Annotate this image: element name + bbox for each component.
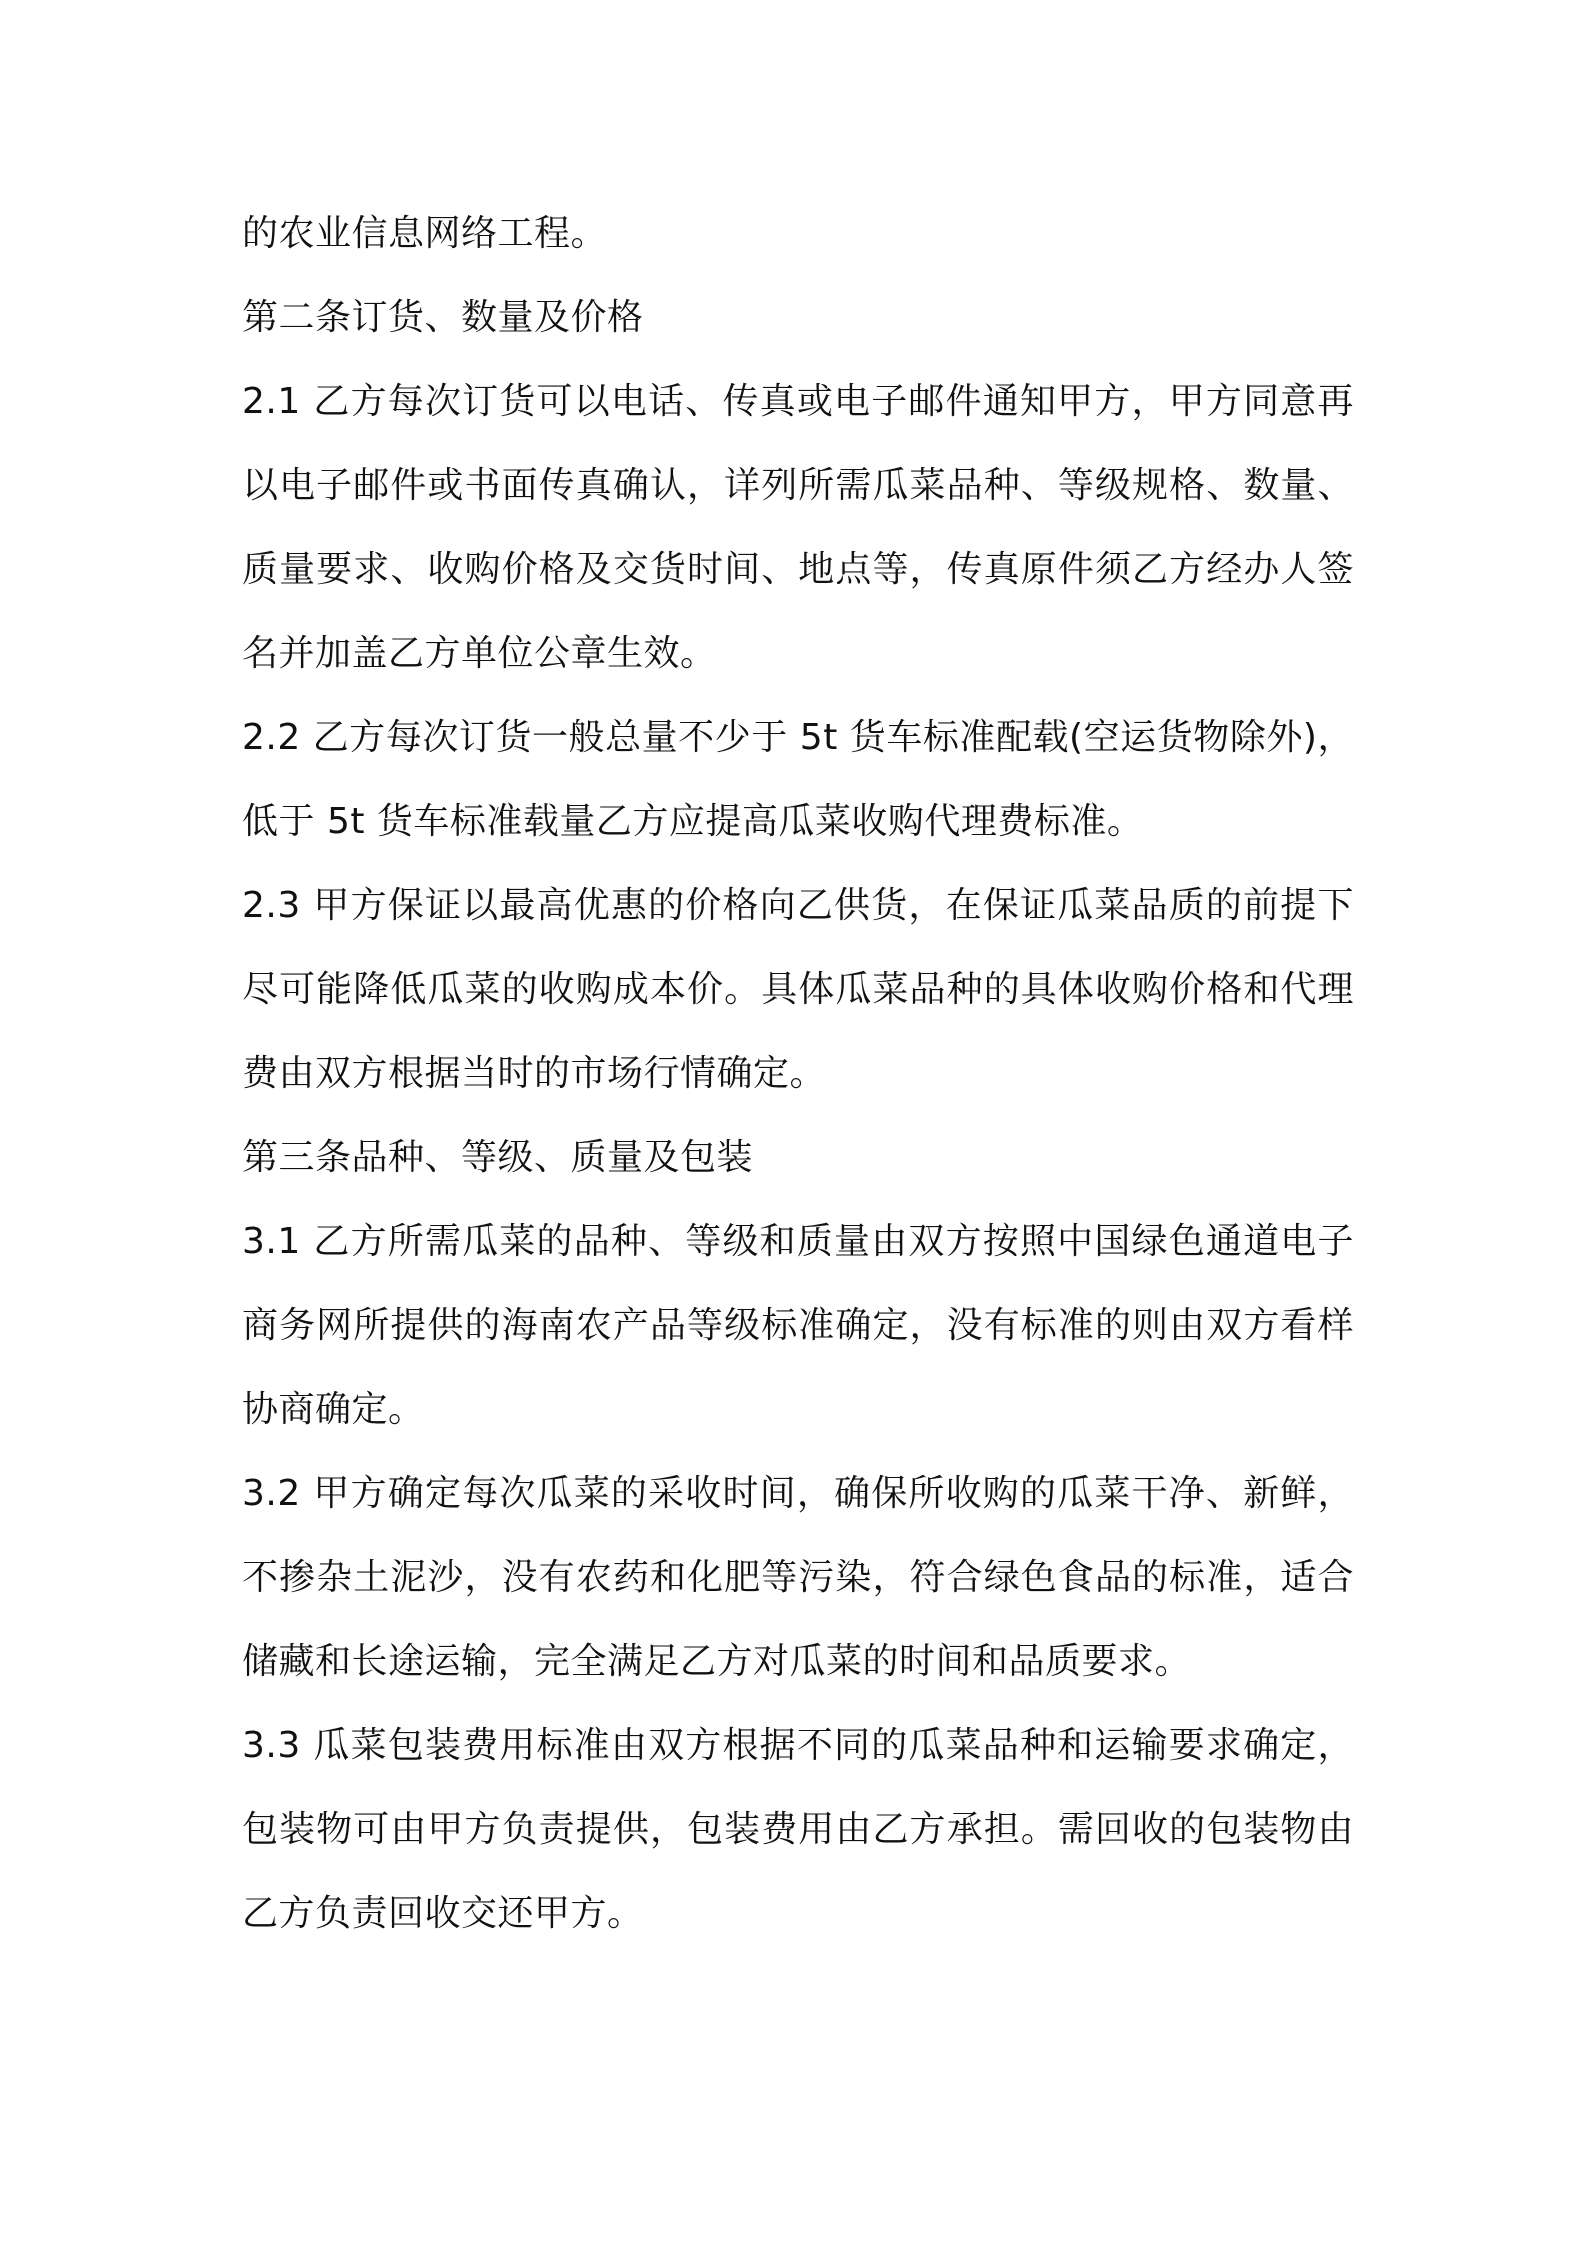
document-body (242, 192, 1354, 1956)
clause-3-3: 3.3 瓜菜包装费用标准由双方根据不同的瓜菜品种和运输要求确定，包装物可由甲方负责提供，包装费用由乙方承担。需回收的包装物由乙方负责回收交还甲方。 (242, 1725, 1354, 1934)
clause-2-2: 2.2 乙方每次订货一般总量不少于 5t 货车标准配载(空运货物除外)，低于 5t 货车标准载量乙方应提高瓜菜收购代理费标准。 (242, 717, 1354, 842)
article-2-heading: 第二条订货、数量及价格 (242, 297, 644, 338)
clause-2-3: 2.3 甲方保证以最高优惠的价格向乙供货，在保证瓜菜品质的前提下尽可能降低瓜菜的收购成本价。具体瓜菜品种的具体收购价格和代理费由双方根据当时的市场行情确定。 (242, 885, 1354, 1094)
clause-2-1: 2.1 乙方每次订货可以电话、传真或电子邮件通知甲方，甲方同意再以电子邮件或书面传真确认，详列所需瓜菜品种、等级规格、数量、质量要求、收购价格及交货时间、地点等，传真原件须乙方经办人签名并加盖乙方单位公章生效。 (242, 381, 1354, 674)
article-3-heading: 第三条品种、等级、质量及包装 (242, 1137, 754, 1178)
clause-3-1: 3.1 乙方所需瓜菜的品种、等级和质量由双方按照中国绿色通道电子商务网所提供的海南农产品等级标准确定，没有标准的则由双方看样协商确定。 (242, 1221, 1354, 1430)
clause-3-2: 3.2 甲方确定每次瓜菜的采收时间，确保所收购的瓜菜干净、新鲜，不掺杂土泥沙，没有农药和化肥等污染，符合绿色食品的标准，适合储藏和长途运输，完全满足乙方对瓜菜的时间和品质要求。 (242, 1473, 1354, 1682)
paragraph-continuation: 的农业信息网络工程。 (242, 213, 608, 254)
